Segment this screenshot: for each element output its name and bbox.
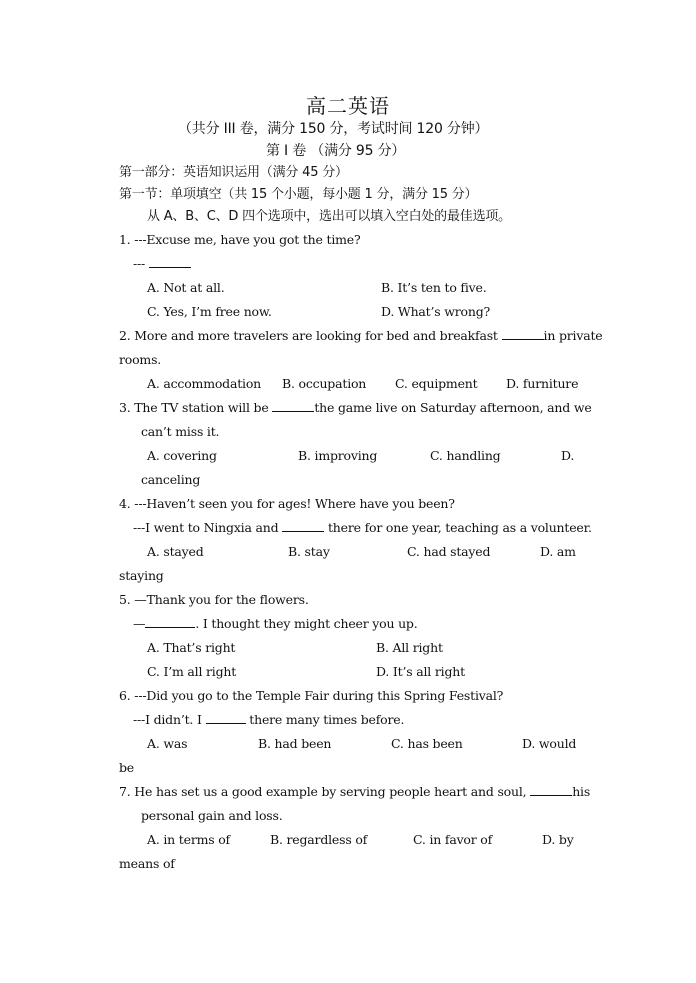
- q7-option-a: A. in terms of: [147, 832, 230, 847]
- q2-option-b: B. occupation: [282, 376, 367, 391]
- answer-blank: [282, 520, 324, 532]
- q1-option-b: B. It’s ten to five.: [381, 280, 487, 295]
- q6-option-c: C. has been: [391, 736, 463, 751]
- instruction-text: 从 A、B、C、D 四个选项中，选出可以填入空白处的最佳选项。: [147, 209, 511, 224]
- q7-stem: 7. He has set us a good example by serving people heart and soul, his: [119, 784, 591, 799]
- answer-blank: [272, 400, 314, 412]
- q4-option-a: A. stayed: [147, 544, 204, 559]
- q6-option-d-wrap: be: [119, 760, 134, 775]
- q2-option-c: C. equipment: [395, 376, 478, 391]
- q4-option-b: B. stay: [288, 544, 330, 559]
- exam-info: （共分 III 卷，满分 150 分，考试时间 120 分钟）: [178, 121, 489, 137]
- q3-stem: 3. The TV station will be the game live on Saturday afternoon, and we: [119, 400, 592, 415]
- q4-stem: 4. ---Haven’t seen you for ages! Where have you been?: [119, 496, 455, 511]
- q5-option-a: A. That’s right: [147, 640, 236, 655]
- q5-option-c: C. I’m all right: [147, 664, 237, 679]
- q3-option-d: D.: [561, 448, 575, 463]
- q5-option-d: D. It’s all right: [376, 664, 465, 679]
- q7-option-b: B. regardless of: [270, 832, 368, 847]
- q6-option-d: D. would: [522, 736, 577, 751]
- q3-option-c: C. handling: [430, 448, 501, 463]
- q4-option-d: D. am: [540, 544, 576, 559]
- q4-option-d-wrap: staying: [119, 568, 164, 583]
- q3-stem-cont: can’t miss it.: [141, 424, 220, 439]
- section-heading: 第一节：单项填空（共 15 个小题，每小题 1 分，满分 15 分）: [119, 187, 478, 202]
- q5-stem: 5. —Thank you for the flowers.: [119, 592, 309, 607]
- q6-response: ---I didn’t. I there many times before.: [133, 712, 405, 727]
- q1-option-c: C. Yes, I’m free now.: [147, 304, 272, 319]
- q4-response: ---I went to Ningxia and there for one year, teaching as a volunteer.: [133, 520, 592, 535]
- q3-option-d-wrap: canceling: [141, 472, 201, 487]
- answer-blank: [206, 712, 246, 724]
- q3-option-b: B. improving: [298, 448, 378, 463]
- q5-response: — . I thought they might cheer you up.: [133, 616, 418, 631]
- q7-option-d-wrap: means of: [119, 856, 175, 871]
- volume-heading: 第 I 卷 （满分 95 分）: [266, 143, 406, 159]
- q7-stem-cont: personal gain and loss.: [141, 808, 283, 823]
- q1-option-a: A. Not at all.: [147, 280, 225, 295]
- part-heading: 第一部分：英语知识运用（满分 45 分）: [119, 165, 348, 180]
- q7-option-c: C. in favor of: [413, 832, 493, 847]
- q4-option-c: C. had stayed: [407, 544, 491, 559]
- q7-option-d: D. by: [542, 832, 574, 847]
- q2-stem: 2. More and more travelers are looking for bed and breakfast in private: [119, 328, 603, 343]
- q2-stem-cont: rooms.: [119, 352, 162, 367]
- q1-option-d: D. What’s wrong?: [381, 304, 491, 319]
- q2-option-d: D. furniture: [506, 376, 579, 391]
- answer-blank: [149, 256, 191, 268]
- q1-response: ---: [133, 256, 191, 272]
- answer-blank: [502, 328, 544, 340]
- answer-blank: [530, 784, 572, 796]
- page-title: 高二英语: [306, 94, 390, 118]
- q6-option-b: B. had been: [258, 736, 332, 751]
- q5-option-b: B. All right: [376, 640, 443, 655]
- answer-blank: [145, 616, 195, 628]
- q3-option-a: A. covering: [147, 448, 217, 463]
- q1-stem: 1. ---Excuse me, have you got the time?: [119, 232, 361, 247]
- q6-option-a: A. was: [147, 736, 188, 751]
- q6-stem: 6. ---Did you go to the Temple Fair during this Spring Festival?: [119, 688, 504, 703]
- q2-option-a: A. accommodation: [147, 376, 262, 391]
